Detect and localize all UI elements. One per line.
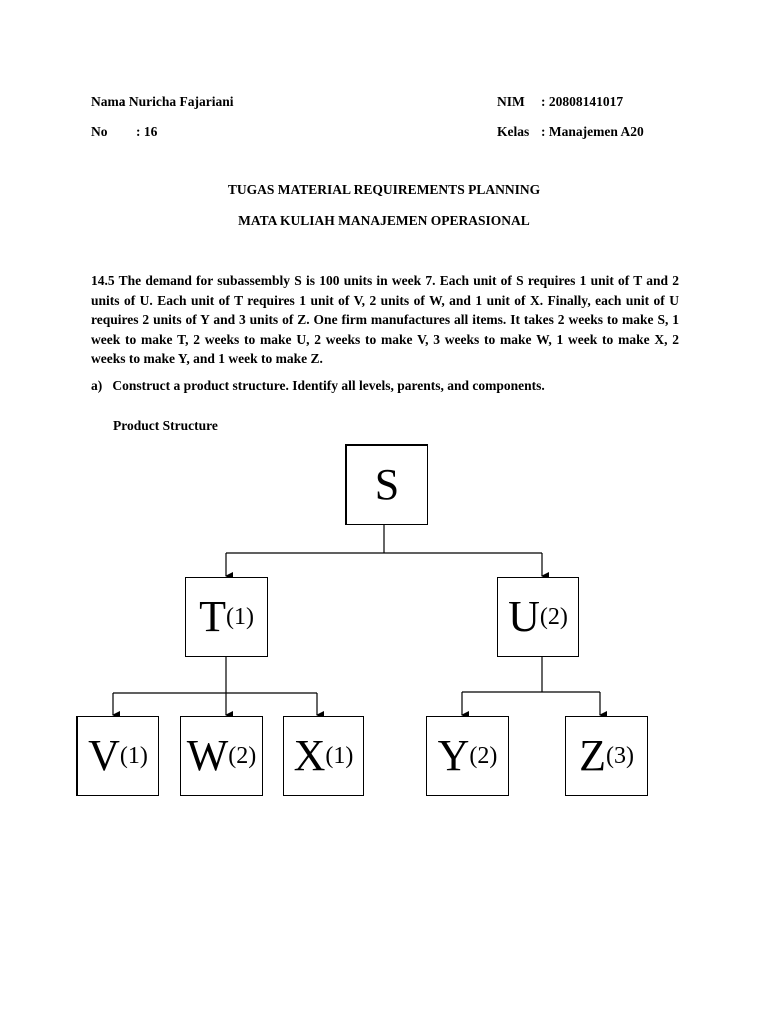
node-u-letter: U [508, 592, 540, 641]
document-subtitle: MATA KULIAH MANAJEMEN OPERASIONAL [238, 213, 530, 228]
node-s-letter: S [374, 460, 400, 509]
node-t-letter: T [199, 592, 226, 641]
kelas-value: : Manajemen A20 [541, 124, 644, 139]
nim-label: NIM [497, 94, 525, 109]
node-x [283, 716, 364, 796]
node-v-letter: V [88, 731, 120, 780]
node-x-qty: (1) [325, 742, 354, 769]
node-y-qty: (2) [469, 742, 498, 769]
nim-value: : 20808141017 [541, 94, 624, 109]
node-y [426, 716, 509, 796]
document-title: TUGAS MATERIAL REQUIREMENTS PLANNING [227, 182, 541, 197]
section-label: Product Structure [113, 418, 218, 433]
node-u-qty: (2) [539, 603, 568, 630]
node-w [180, 716, 263, 796]
node-v [76, 716, 159, 796]
nama-label: Nama [91, 94, 126, 109]
node-t [185, 577, 268, 657]
node-t-qty: (1) [225, 603, 254, 630]
node-u [497, 577, 579, 657]
node-v-qty: (1) [119, 742, 148, 769]
kelas-label: Kelas [497, 124, 530, 139]
node-s [345, 444, 428, 525]
node-w-letter: W [186, 731, 229, 780]
question-a: a) Construct a product structure. Identify all levels, parents, and components. [91, 378, 545, 393]
nama-value: : Nuricha Fajariani [121, 94, 234, 109]
node-w-qty: (2) [228, 742, 257, 769]
node-z [565, 716, 648, 796]
node-z-qty: (3) [605, 742, 634, 769]
node-y-letter: Y [437, 731, 470, 780]
no-label: No [91, 124, 108, 139]
problem-paragraph: 14.5 The demand for subassembly S is 100 units in week 7. Each unit of S requires 1 unit of T and 2 units of U. Each unit of T requires 1 unit of V, 2 units of W, and 1 unit of X. Finally, each unit of U requires 2 units of Y and 3 units of Z. One firm manufactures all items. It takes 2 weeks to make S, 1 week to make T, 2 weeks to make U, 2 weeks to make V, 3 weeks to make W, 1 week to make X, 2 weeks to make Y, and 1 week to make Z. [91, 273, 679, 367]
node-x-letter: X [293, 731, 326, 780]
node-z-letter: Z [579, 731, 606, 780]
no-value: : 16 [136, 124, 158, 139]
